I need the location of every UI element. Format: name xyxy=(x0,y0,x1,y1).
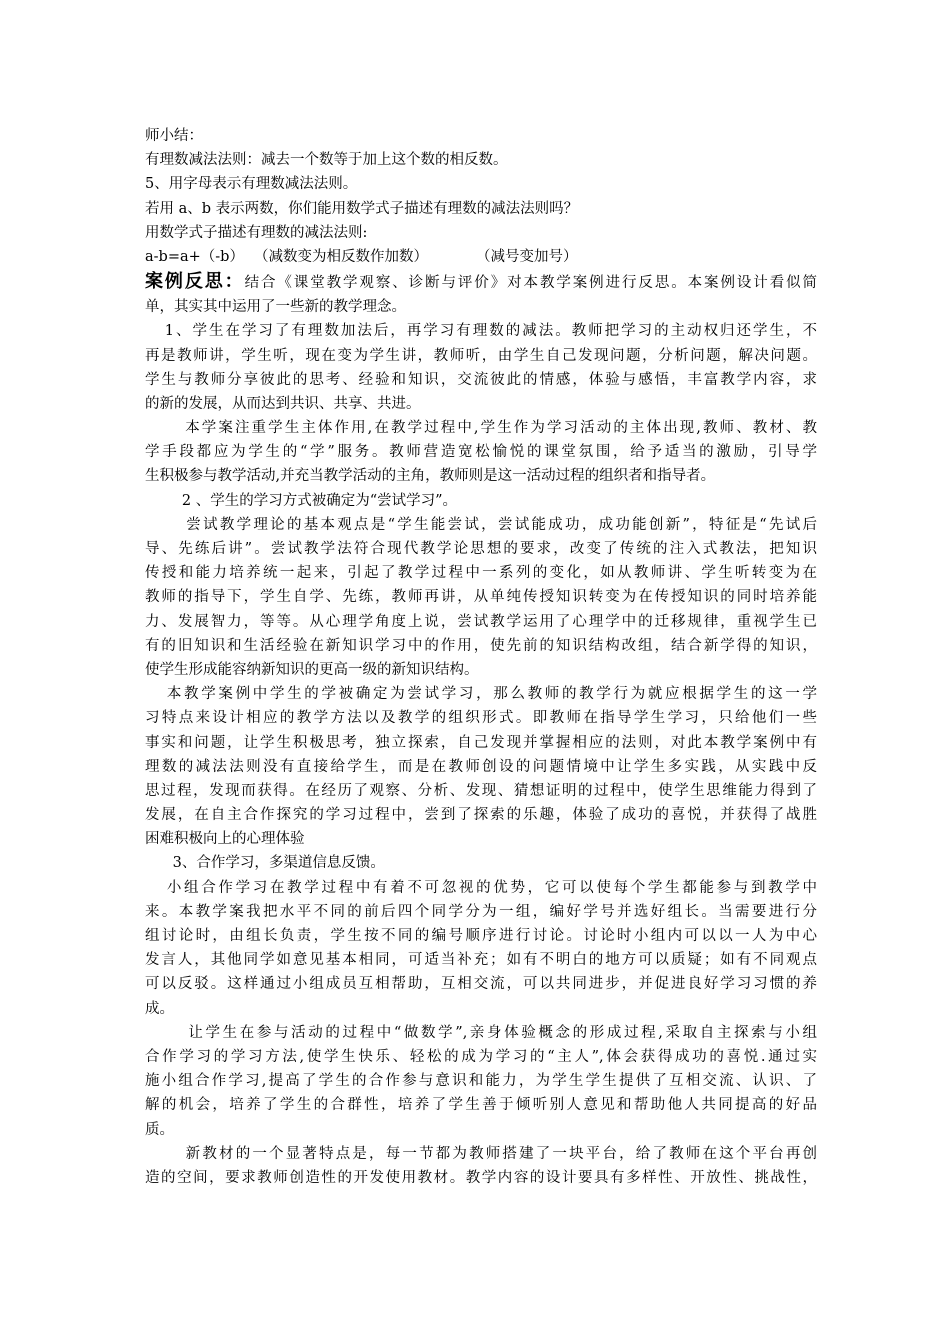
reflection-intro-line-2: 单，其实其中运用了一些新的教学理念。 xyxy=(145,299,406,316)
body-line: 学手段都应为学生的“学”服务。教师营造宽松愉悦的课堂氛围，给予适当的激励，引导学 xyxy=(145,444,817,461)
reflection-body xyxy=(145,319,817,1190)
body-line: 事实和问题，让学生积极思考，独立探索，自己发现并掌握相应的法则，对此本教学案例中有 xyxy=(145,734,817,751)
body-line: 生积极参与教学活动,并充当教学活动的主角，教师则是这一活动过程的组织者和指导者。 xyxy=(145,468,716,485)
body-line: 让学生在参与活动的过程中“做数学”,亲身体验概念的形成过程,采取自主探索与小组 xyxy=(145,1024,817,1041)
formula-note-2: （减号变加号） xyxy=(475,248,578,265)
body-line: 使学生形成能容纳新知识的更高一级的新知识结构。 xyxy=(145,661,479,678)
body-line: 习特点来设计相应的教学方法以及教学的组织形式。即教师在指导学生学习，只给他们一些 xyxy=(145,710,817,727)
body-line: 尝试教学理论的基本观点是“学生能尝试，尝试能成功，成功能创新”，特征是“先试后 xyxy=(145,516,817,533)
body-line: 解的机会，培养了学生的合群性，培养了学生善于倾听别人意见和帮助他人共同提高的好品 xyxy=(145,1097,817,1114)
header-section xyxy=(145,124,817,245)
reflection-intro-text-1: 结合《课堂教学观察、诊断与评价》对本教学案例进行反思。本案例设计看似简 xyxy=(244,275,818,292)
body-line: 传授和能力培养统一起来，引起了教学过程中一系列的变化，如从教师讲、学生听转变为在 xyxy=(145,565,817,582)
header-line: 5、用字母表示有理数减法法则。 xyxy=(145,176,358,193)
body-line: 来。本教学案我把水平不同的前后四个同学分为一组，编好学号并选好组长。当需要进行分 xyxy=(145,903,817,920)
body-line: 施小组合作学习,提高了学生的合作参与意识和能力，为学生学生提供了互相交流、认识、了 xyxy=(145,1073,817,1090)
body-line: 1、学生在学习了有理数加法后，再学习有理数的减法。教师把学习的主动权归还学生，不 xyxy=(145,323,817,340)
formula-note-1: （减数变为相反数作加数） xyxy=(253,248,428,265)
body-line: 力、发展智力，等等。从心理学角度上说，尝试教学运用了心理学中的迁移规律，重视学生已 xyxy=(145,613,817,630)
body-line: 新教材的一个显著特点是，每一节都为教师搭建了一块平台，给了教师在这个平台再创 xyxy=(145,1145,817,1162)
formula-line xyxy=(145,245,817,269)
body-line: 质。 xyxy=(145,1121,174,1138)
body-line: 组讨论时，由组长负责，学生按不同的编号顺序进行讨论。讨论时小组内可以以一人为中心 xyxy=(145,928,817,944)
body-line: 成。 xyxy=(145,1000,174,1017)
body-line: 发展，在自主合作探究的学习过程中，尝到了探索的乐趣，体验了成功的喜悦，并获得了战胜 xyxy=(145,807,817,824)
body-line: 发言人，其他同学如意见基本相同，可适当补充；如有不明白的地方可以质疑；如有不同观点 xyxy=(145,952,817,969)
header-line: 师小结： xyxy=(145,128,203,144)
header-line: 若用 a、b 表示两数，你们能用数学式子描述有理数的减法法则吗？ xyxy=(145,200,579,217)
body-line: 教师的指导下，学生自学、先练，教师再讲，从单纯传授知识转变为在传授知识的同时培养能 xyxy=(145,589,817,606)
document-body xyxy=(145,124,817,1190)
body-line: 合作学习的学习方法,使学生快乐、轻松的成为学习的“主人”,体会获得成功的喜悦.通过实 xyxy=(145,1048,817,1065)
body-line: 本教学案例中学生的学被确定为尝试学习，那么教师的教学行为就应根据学生的这一学 xyxy=(145,686,817,703)
body-line: 思过程，发现而获得。在经历了观察、分析、发现、猜想证明的过程中，使学生思维能力得到了 xyxy=(145,782,817,799)
body-line: 有的旧知识和生活经验在新知识学习中的作用，使先前的知识结构改组，结合新学得的知识， xyxy=(145,637,817,654)
body-line: 导、先练后讲”。尝试教学法符合现代教学论思想的要求，改变了传统的注入式教法，把知识 xyxy=(145,541,817,557)
body-line: 2 、学生的学习方式被确定为“尝试学习”。 xyxy=(145,492,458,509)
body-line: 小组合作学习在教学过程中有着不可忽视的优势，它可以使每个学生都能参与到教学中 xyxy=(145,879,817,896)
body-line: 可以反驳。这样通过小组成员互相帮助，互相交流，可以共同进步，并促进良好学习习惯的养 xyxy=(145,976,817,993)
reflection-intro-line-1 xyxy=(145,269,817,295)
body-line: 3、合作学习，多渠道信息反馈。 xyxy=(145,855,385,872)
body-line: 理数的减法法则没有直接给学生，而是在教师创设的问题情境中让学生多实践，从实践中反 xyxy=(145,758,817,775)
body-line: 学生与教师分享彼此的思考、经验和知识，交流彼此的情感，体验与感悟，丰富教学内容，求 xyxy=(145,371,817,388)
formula-expression: a-b=a+（-b） xyxy=(145,248,244,265)
body-line: 困难积极向上的心理体验 xyxy=(145,831,305,848)
body-line: 本学案注重学生主体作用,在教学过程中,学生作为学习活动的主体出现,教师、教材、教 xyxy=(145,420,817,437)
reflection-heading: 案例反思： xyxy=(145,271,245,293)
header-line: 用数学式子描述有理数的减法法则: xyxy=(145,224,368,241)
body-line: 的新的发展，从而达到共识、共享、共进。 xyxy=(145,395,421,412)
body-line: 再是教师讲，学生听，现在变为学生讲，教师听，由学生自己发现问题，分析问题，解决问题。 xyxy=(145,347,817,364)
body-line: 造的空间，要求教师创造性的开发使用教材。教学内容的设计要具有多样性、开放性、挑战性， xyxy=(145,1169,817,1186)
header-line: 有理数减法法则：减去一个数等于加上这个数的相反数。 xyxy=(145,152,508,169)
